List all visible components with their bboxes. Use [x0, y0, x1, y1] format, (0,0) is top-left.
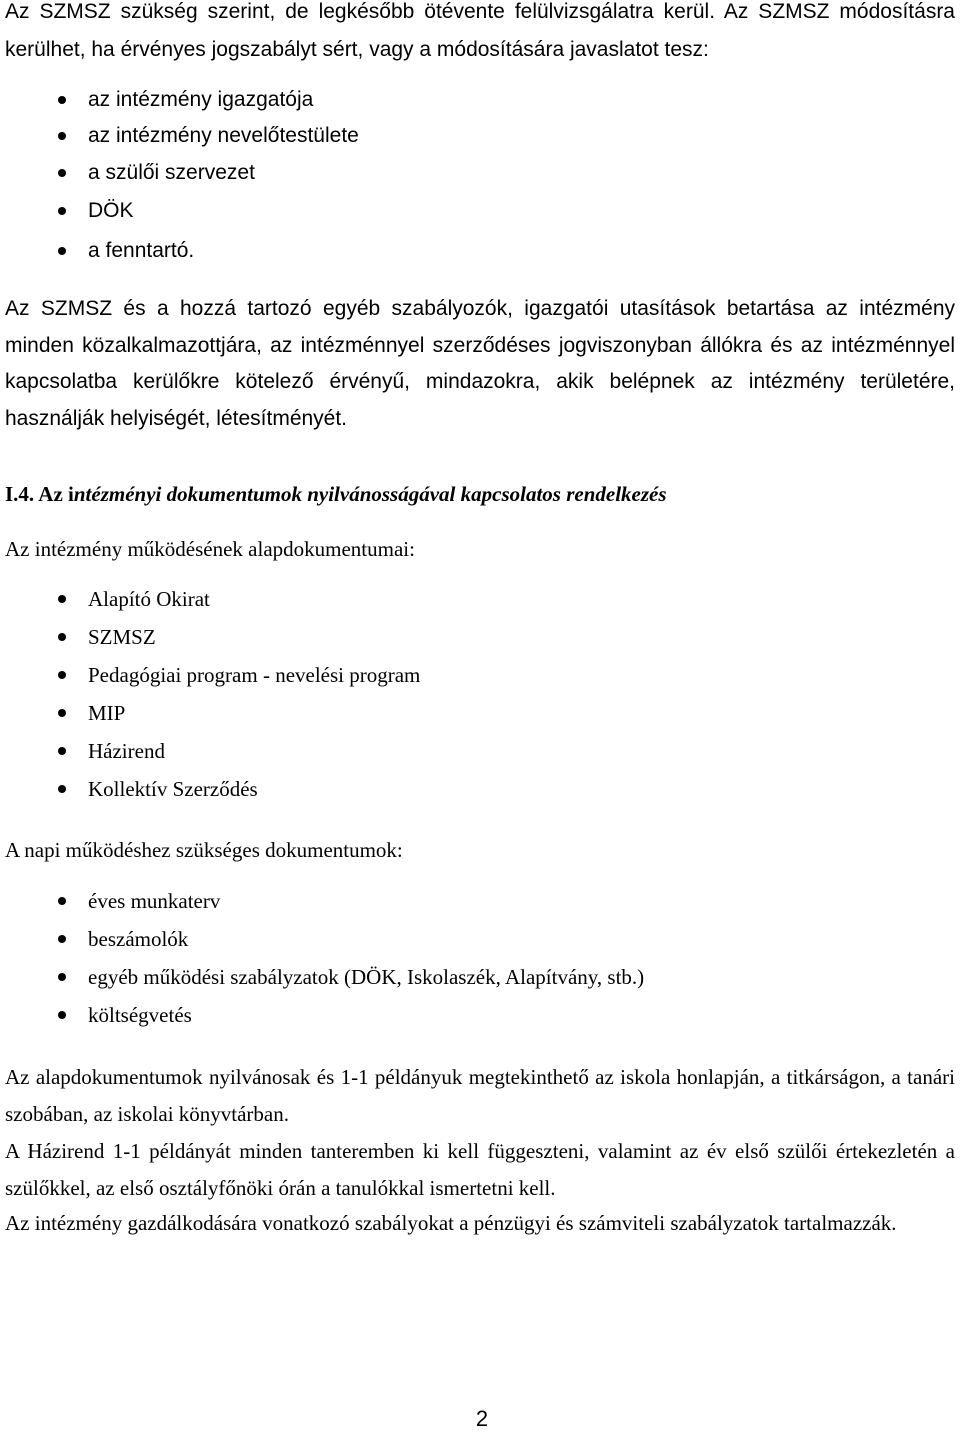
daily-docs-intro: A napi működéshez szükséges dokumentumok: — [5, 838, 403, 862]
list-item-text: éves munkaterv — [88, 889, 221, 913]
list-item-text: egyéb működési szabályzatok (DÖK, Iskolaszék, Alapítvány, stb.) — [88, 965, 645, 989]
basic-docs-intro: Az intézmény működésének alapdokumentumai: — [5, 537, 415, 561]
list-item-text: SZMSZ — [88, 625, 156, 649]
page-number: 2 — [475, 1406, 489, 1431]
bullet-icon — [58, 132, 66, 140]
bullet-icon — [58, 595, 66, 603]
section-heading — [5, 476, 667, 512]
list-item-text: MIP — [88, 701, 126, 725]
finance-paragraph: Az intézmény gazdálkodására vonatkozó szabályokat a pénzügyi és számviteli szabályzatok tartalmazzák. — [5, 1211, 897, 1235]
bullet-icon — [58, 785, 66, 793]
list-item-text: Házirend — [88, 739, 165, 763]
list-item-text: Kollektív Szerződés — [88, 777, 258, 801]
scope-paragraph: Az SZMSZ és a hozzá tartozó egyéb szabályozók, igazgatói utasítások betartása az intézmény minden közalkalmazottjára, az intézménnyel szerződéses jogviszonyban állókra és az intézménnyel kapcsolatba kerülőkre kötelező érvényű, mindazokra, akik belépnek az intézmény területére, használják helyiségét, létesítményét. — [5, 297, 955, 430]
houserules-paragraph: A Házirend 1-1 példányát minden tanteremben ki kell függeszteni, valamint az év első szülői értekezletén a szülőkkel, az első osztályfőnöki órán a tanulókkal ismertetni kell. — [5, 1139, 955, 1200]
list-item-text: költségvetés — [88, 1003, 192, 1027]
bullet-icon — [58, 247, 66, 255]
bullet-icon — [58, 169, 66, 177]
bullet-icon — [58, 709, 66, 717]
bullet-icon — [58, 973, 66, 981]
section-number: I.4. — [5, 482, 35, 506]
bullet-icon — [58, 96, 66, 104]
list-item-text: a fenntartó. — [88, 239, 195, 262]
bullet-icon — [58, 935, 66, 943]
list-item-text: az intézmény nevelőtestülete — [88, 124, 359, 147]
list-item-text: az intézmény igazgatója — [88, 88, 314, 111]
bullet-icon — [58, 897, 66, 905]
bullet-icon — [58, 1011, 66, 1019]
list-item-text: beszámolók — [88, 927, 189, 951]
bullet-icon — [58, 633, 66, 641]
list-item-text: a szülői szervezet — [88, 161, 255, 184]
section-title-prefix: Az i — [38, 482, 74, 506]
public-paragraph: Az alapdokumentumok nyilvánosak és 1-1 példányuk megtekinthető az iskola honlapján, a titkárságon, a tanári szobában, az iskolai könyvtárban. — [5, 1065, 955, 1126]
bullet-icon — [58, 671, 66, 679]
list-item-text: Pedagógiai program - nevelési program — [88, 663, 421, 687]
list-item-text: Alapító Okirat — [88, 587, 210, 611]
bullet-icon — [58, 747, 66, 755]
intro-paragraph: Az SZMSZ szükség szerint, de legkésőbb ötévente felülvizsgálatra kerül. Az SZMSZ módosításra kerülhet, ha érvényes jogszabályt sért, vagy a módosítására javaslatot tesz: — [5, 0, 955, 61]
section-title: ntézményi dokumentumok nyilvánosságával kapcsolatos rendelkezés — [73, 482, 667, 506]
list-item-text: DÖK — [88, 199, 134, 222]
bullet-icon — [58, 207, 66, 215]
